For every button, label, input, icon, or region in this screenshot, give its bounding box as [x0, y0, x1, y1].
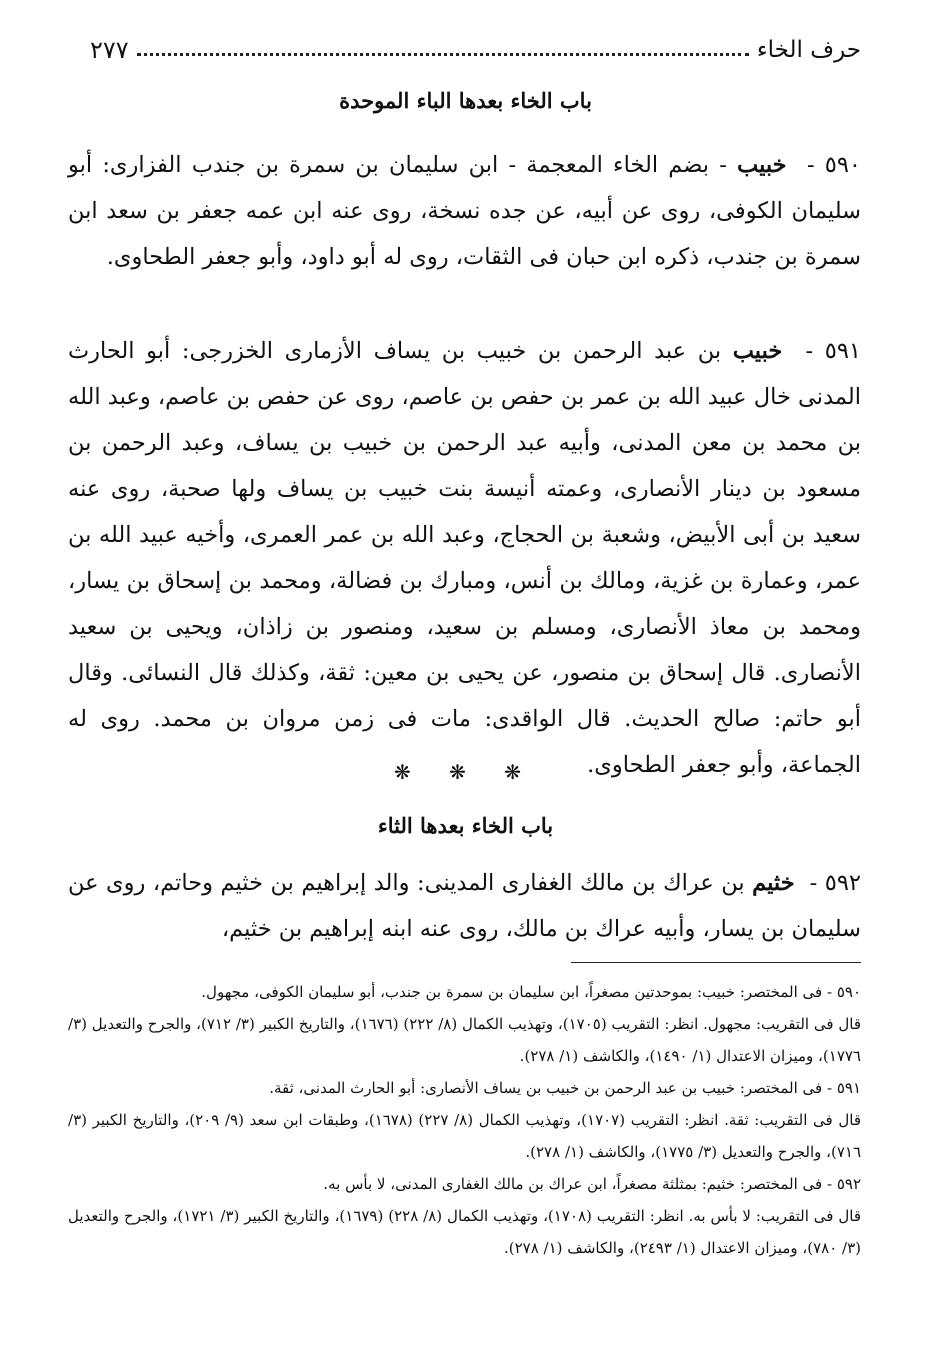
leader-dots	[137, 53, 749, 56]
page-number: ٢٧٧	[90, 36, 129, 64]
entry-text: - بضم الخاء المعجمة - ابن سليمان بن سمرة بن جندب الفزارى: أبو سليمان الكوفى، روى عن أبيه، عن جده نسخة، روى عنه ابن عمه جعفر بن سعد ابن سمرة بن جندب، ذكره ابن حبان فى الثقات، روى له أبو داود، وأبو جعفر الطحاوى.	[68, 152, 861, 270]
footnote: قال فى التقريب: مجهول. انظر: التقريب (١٧٠٥)، وتهذيب الكمال (٨/ ٢٢٢) (١٦٧٦)، والتاريخ الكبير (٣/ ٧١٢)، والجرح والتعديل (٣/ ١٧٧٦)، وميزان الاعتدال (١/ ١٤٩٠)، والكاشف (١/ ٢٧٨).	[68, 1015, 862, 1065]
section-title: باب الخاء بعدها الباء الموحدة	[339, 88, 592, 113]
entry-text: بن عبد الرحمن بن خبيب بن يساف الأزمارى الخزرجى: أبو الحارث المدنى خال عبيد الله بن عمر بن حفص بن عاصم، روى عن حفص بن عاصم، وعبد الله بن محمد بن معن المدنى، وأبيه عبد الرحمن بن خبيب بن يساف، وعبد الرحمن بن مسعود بن دينار الأنصارى، وعمته أنيسة بنت خبيب بن يساف ولها صحبة، روى عنه سعيد بن أبى الأبيض، وشعبة بن الحجاج، وعبد الله بن عمر العمرى، وأخيه عبيد الله بن عمر، وعمارة بن غزية، ومالك بن أنس، ومبارك بن فضالة، ومحمد بن إسحاق بن يسار، ومحمد بن معاذ الأنصارى، ومسلم بن سعيد، ومنصور بن زاذان، ويحيى بن سعيد الأنصارى. قال إسحاق بن منصور، عن يحيى بن معين: ثقة، وكذلك قال النسائى. وقال أبو حاتم: صالح الحديث. قال الواقدى: مات فى زمن مروان بن محمد. روى له الجماعة، وأبو جعفر الطحاوى.	[68, 338, 861, 778]
entry-number: ٥٩١	[824, 338, 862, 364]
footnote-divider	[571, 962, 861, 963]
footnote: قال فى التقريب: ثقة. انظر: التقريب (١٧٠٧)، وتهذيب الكمال (٨/ ٢٢٧) (١٦٧٨)، وطبقات ابن سعد (٩/ ٢٠٩)، والتاريخ الكبير (٣/ ٧١٦)، والجرح والتعديل (٣/ ١٧٧٥)، والكاشف (١/ ٢٧٨).	[68, 1111, 861, 1161]
biography-entry: ٥٩١ - خبيب بن عبد الرحمن بن خبيب بن يساف الأزمارى الخزرجى: أبو الحارث المدنى خال عبيد الله بن عمر بن حفص بن عاصم، روى عن حفص بن عاصم، وعبد الله بن محمد بن معن المدنى، وأبيه عبد الرحمن بن خبيب بن يساف، وعبد الرحمن بن مسعود بن دينار الأنصارى، وعمته أنيسة بنت خبيب بن يساف ولها صحبة، روى عنه سعيد بن أبى الأبيض، وشعبة بن الحجاج، وعبد الله بن عمر العمرى، وأخيه عبيد الله بن عمر، وعمارة بن غزية، ومالك بن أنس، ومبارك بن فضالة، ومحمد بن إسحاق بن يسار، ومحمد بن معاذ الأنصارى، ومسلم بن سعيد، ومنصور بن زاذان، ويحيى بن سعيد الأنصارى. قال إسحاق بن منصور، عن يحيى بن معين: ثقة، وكذلك قال النسائى. وقال أبو حاتم: صالح الحديث. قال الواقدى: مات فى زمن مروان بن محمد. روى له الجماعة، وأبو جعفر الطحاوى.	[68, 338, 862, 778]
entry-text: بن عراك بن مالك الغفارى المدينى: والد إبراهيم بن خثيم وحاتم، روى عن سليمان بن يسار، وأبيه عراك بن مالك، روى عنه ابنه إبراهيم بن خثيم،	[68, 870, 861, 942]
footnotes	[68, 976, 861, 1264]
entry-number: ٥٩٠	[824, 152, 861, 178]
section-separator: ❋ ❋ ❋	[394, 760, 537, 784]
biography-entry: ٥٩٠ - خبيب - بضم الخاء المعجمة - ابن سليمان بن سمرة بن جندب الفزارى: أبو سليمان الكوفى، روى عن أبيه، عن جده نسخة، روى عنه ابن عمه جعفر بن سعد ابن سمرة بن جندب، ذكره ابن حبان فى الثقات، روى له أبو داود، وأبو جعفر الطحاوى.	[68, 152, 861, 270]
footnote: ٥٩٠ - فى المختصر: خبيب: بموحدتين مصغراً، ابن سليمان بن سمرة بن جندب، أبو سليمان الكوفى، مجهول.	[201, 983, 861, 1001]
footnote: قال فى التقريب: لا بأس به. انظر: التقريب (١٧٠٨)، وتهذيب الكمال (٨/ ٢٢٨) (١٦٧٩)، والتاريخ الكبير (٣/ ١٧٢١)، والجرح والتعديل (٣/ ٧٨٠)، وميزان الاعتدال (١/ ٢٤٩٣)، والكاشف (١/ ٢٧٨).	[68, 1207, 862, 1257]
biography-entry: ٥٩٢ - خثيم بن عراك بن مالك الغفارى المدينى: والد إبراهيم بن خثيم وحاتم، روى عن سليمان بن يسار، وأبيه عراك بن مالك، روى عنه ابنه إبراهيم بن خثيم،	[68, 870, 861, 942]
entry-name: خبيب	[736, 152, 787, 178]
entry-number: ٥٩٢	[824, 870, 861, 896]
entry-name: خبيب	[732, 338, 783, 364]
footnote: ٥٩٢ - فى المختصر: خثيم: بمثلثة مصغراً، ابن عراك بن مالك الغفارى المدنى، لا بأس به.	[323, 1175, 861, 1193]
entry-name: خثيم	[752, 870, 795, 896]
chapter-title: حرف الخاء	[756, 37, 861, 63]
running-header	[90, 32, 861, 68]
section-title: باب الخاء بعدها الثاء	[377, 813, 554, 838]
footnote: ٥٩١ - فى المختصر: خبيب بن عبد الرحمن بن خبيب بن يساف الأنصارى: أبو الحارث المدنى، ثقة.	[269, 1079, 861, 1097]
